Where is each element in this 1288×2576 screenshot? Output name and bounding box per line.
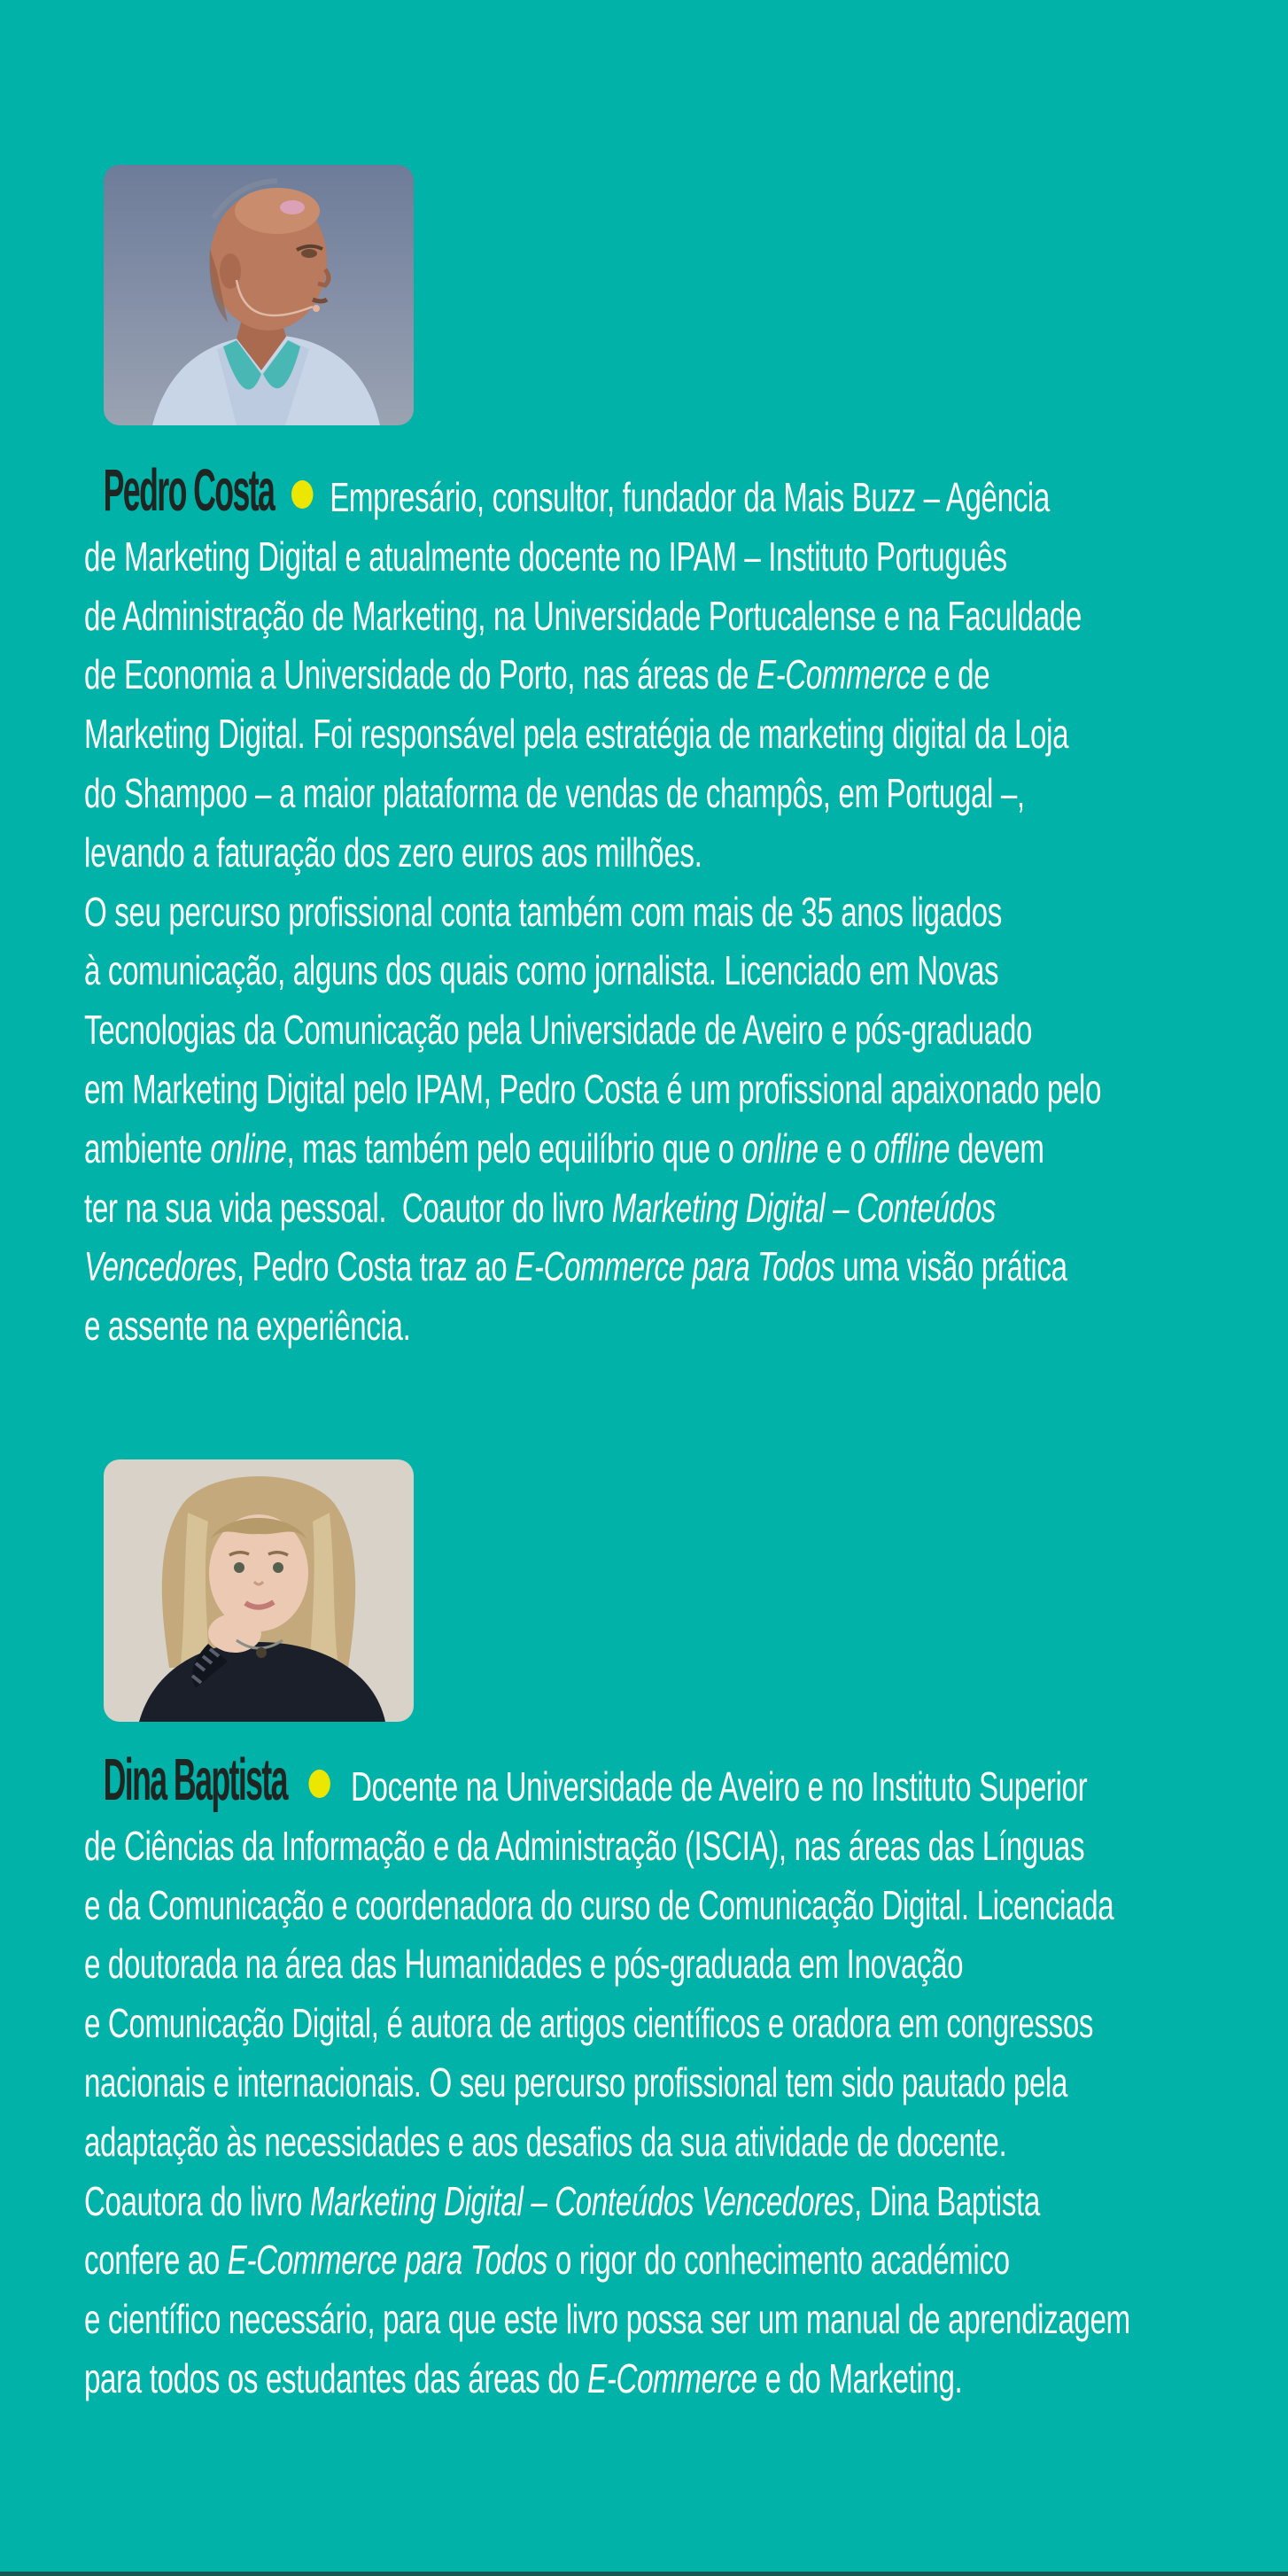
bio-text: de Marketing Digital e atualmente docente no IPAM – Instituto Português [84,533,1007,580]
bio-text: e Comunicação Digital, é autora de artigos científicos e oradora em congressos [84,2000,1094,2047]
bio-text: devem [950,1125,1044,1171]
bio-text: de Ciências da Informação e da Administração (ISCIA), nas áreas das Línguas [84,1822,1085,1869]
bio-text: Marketing Digital. Foi responsável pela estratégia de marketing digital da Loja [84,711,1069,758]
bio-text: nacionais e internacionais. O seu percurso profissional tem sido pautado pela [84,2058,1068,2105]
bio-text: de Economia a Universidade do Porto, nas áreas de [84,651,757,698]
bio-text-line [84,764,1258,823]
bio-text-italic: E-Commerce [756,651,927,698]
bio-text: Empresário, consultor, fundador da Mais Buzz – Agência [330,474,1050,520]
bio-text: Coautora do livro [84,2177,310,2224]
bio-text-line [84,1817,1258,1876]
bio-text: e científico necessário, para que este livro possa ser um manual de aprendizagem [84,2296,1130,2343]
bio-text-line [84,2172,1258,2231]
bio-text-line [84,1179,1258,1238]
bio-text-line [84,1747,1258,1817]
bio-text-line [84,823,1258,883]
bio-text-line [84,1994,1258,2053]
bio-text: uma visão prática [834,1243,1067,1290]
bio-text-line [84,645,1258,704]
bio-text-line [84,1296,1258,1356]
pedro-costa-portrait-illustration [104,165,414,425]
bio-text-line [84,883,1258,942]
dina-baptista-portrait-photo [104,1459,414,1722]
bio-text: de Administração de Marketing, na Universidade Portucalense e na Faculdade [84,592,1082,639]
bio-text-line [84,1000,1258,1060]
bio-text-line [84,2113,1258,2172]
bio-text: ter na sua vida pessoal. Coautor do livro [84,1184,612,1231]
bio-text: e doutorada na área das Humanidades e pós-graduada em Inovação [84,1941,964,1988]
bio-text-line [84,941,1258,1000]
pedro-costa-portrait-photo [104,165,414,425]
bio-text-line [84,1119,1258,1179]
bio-text-italic: E-Commerce [587,2354,757,2401]
bio-text-italic: Marketing Digital – Conteúdos Vencedores [309,2177,854,2224]
bio-text-line [84,2290,1258,2349]
author-name-heading: Dina Baptista [103,1747,287,1813]
bio-text-line [84,1237,1258,1296]
bio-text: O seu percurso profissional conta também com mais de 35 anos ligados [84,888,1002,935]
bio-text: Tecnologias da Comunicação pela Universidade de Aveiro e pós-graduado [84,1007,1033,1054]
pedro-costa-bio [84,457,1258,1356]
bio-text-italic: offline [873,1125,950,1171]
bio-text: à comunicação, alguns dos quais como jornalista. Licenciado em Novas [84,947,999,994]
bio-text: o rigor do conhecimento académico [547,2237,1010,2284]
page-bottom-edge [0,2572,1288,2576]
bio-text: em Marketing Digital pelo IPAM, Pedro Costa é um profissional apaixonado pelo [84,1065,1102,1112]
bio-text-line [84,457,1258,527]
bio-text: confere ao [84,2237,228,2284]
bio-text-italic: Vencedores [84,1243,237,1290]
bio-text-italic: E-Commerce para Todos [227,2237,547,2284]
bullet-dot-icon [291,480,313,509]
dina-baptista-bio [84,1747,1258,2409]
bio-text-line [84,1060,1258,1119]
bio-text-line [84,2349,1258,2409]
bio-text-italic: online [741,1125,819,1171]
dina-baptista-portrait-illustration [104,1459,414,1722]
bio-text: Docente na Universidade de Aveiro e no Instituto Superior [350,1763,1088,1809]
bio-text: e do Marketing. [757,2354,963,2401]
bio-text: adaptação às necessidades e aos desafios da sua atividade de docente. [84,2118,1007,2165]
bullet-dot-icon [308,1770,330,1798]
bio-text: e assente na experiência. [84,1303,411,1350]
bio-text: levando a faturação dos zero euros aos milhões. [84,829,702,876]
bio-text: , mas também pelo equilíbrio que o [286,1125,742,1171]
author-name-heading: Pedro Costa [103,457,275,524]
bio-text: ambiente [84,1125,211,1171]
bio-text-line [84,587,1258,646]
bio-text: para todos os estudantes das áreas do [84,2354,588,2401]
bio-text-line [84,1934,1258,1994]
bio-text: e de [926,651,990,698]
bio-text: do Shampoo – a maior plataforma de vendas de champôs, em Portugal –, [84,769,1025,816]
bio-text-line [84,1876,1258,1935]
bio-text: e da Comunicação e coordenadora do curso de Comunicação Digital. Licenciada [84,1881,1114,1928]
bio-text-line [84,704,1258,764]
bio-text-line [84,527,1258,587]
bio-text-line [84,2053,1258,2113]
bio-text-line [84,2230,1258,2290]
bio-text: e o [818,1125,874,1171]
bio-text-italic: E-Commerce para Todos [515,1243,835,1290]
bio-text: , Dina Baptista [853,2177,1040,2224]
bio-text-italic: Marketing Digital – Conteúdos [611,1184,996,1231]
bio-text: , Pedro Costa traz ao [236,1243,516,1290]
bio-text-italic: online [210,1125,287,1171]
